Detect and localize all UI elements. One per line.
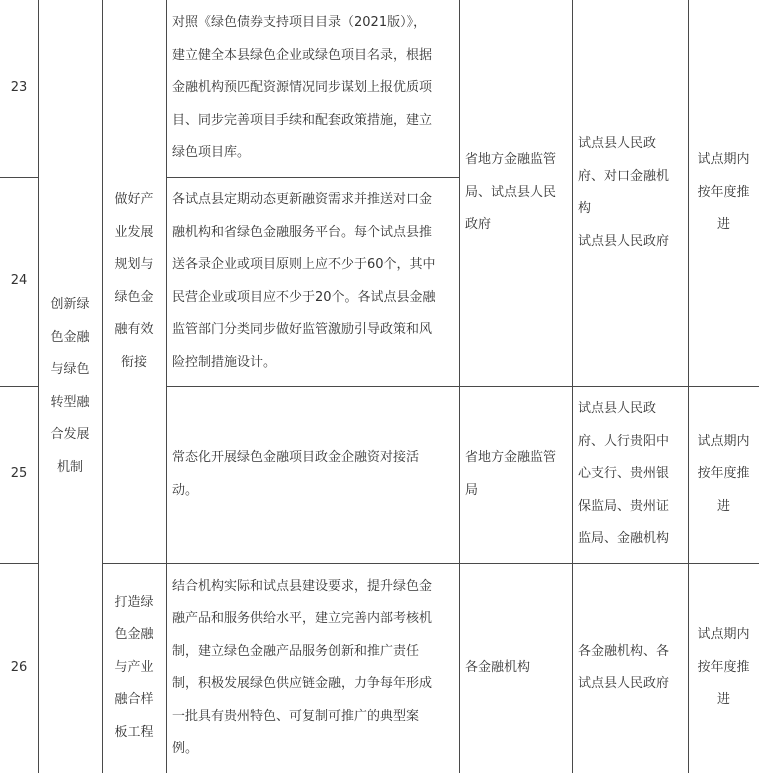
row-number: 24 — [10, 273, 28, 289]
lead-unit: 各金融机构 — [465, 659, 531, 675]
cooperating-units: 各金融机构、各 试点县人民政府 — [578, 643, 670, 691]
cooperating-units: 试点县人民政 府、人行贵阳中 心支行、贵州银 保监局、贵州证 监局、金融机构 — [578, 401, 670, 547]
category-cell: 创新绿 色金融 与绿色 转型融 合发展 机制 — [50, 297, 90, 475]
timeline-cell: 试点期内 按年度推 进 — [697, 152, 750, 233]
subcategory-cell: 打造绿 色金融 与产业 融合样 板工程 — [114, 594, 154, 740]
task-content: 结合机构实际和试点县建设要求，提升绿色金 融产品和服务供给水平，建立完善内部考核机 制，建立绿色金融产品服务创新和推广责任 制，积极发展绿色供应链金融，力争每年形成 一批具有贵州特色、可复制可推广的典型案 例。 — [172, 578, 433, 756]
cooperating-units: 试点县人民政 府、对口金融机 构 试点县人民政府 — [578, 136, 670, 249]
timeline-cell: 试点期内 按年度推 进 — [697, 433, 750, 514]
task-content: 对照《绿色债券支持项目目录（2021版）》， 建立健全本县绿色企业或绿色项目名录，根据 金融机构预匹配资源情况同步谋划上报优质项 目、同步完善项目手续和配套政策措施，建立 绿色项目库。 — [172, 15, 433, 161]
row-number: 26 — [10, 659, 28, 675]
timeline-cell: 试点期内 按年度推 进 — [697, 627, 750, 708]
lead-unit: 省地方金融监管 局 — [465, 450, 557, 498]
subcategory-cell: 做好产 业发展 规划与 绿色金 融有效 衔接 — [114, 192, 154, 370]
task-content: 常态化开展绿色金融项目政金企融资对接活 动。 — [172, 450, 420, 498]
lead-unit: 省地方金融监管 局、试点县人民 政府 — [465, 152, 557, 233]
row-number: 23 — [10, 80, 28, 96]
row-number: 25 — [10, 466, 28, 482]
task-content: 各试点县定期动态更新融资需求并推送对口金 融机构和省绿色金融服务平台。每个试点县推 送各录企业或项目原则上应不少于60个，其中 民营企业或项目应不少于20个。各试点县金融 监管部门分类同步做好监管激励引导政策和风 险控制措施设计。 — [172, 192, 436, 370]
